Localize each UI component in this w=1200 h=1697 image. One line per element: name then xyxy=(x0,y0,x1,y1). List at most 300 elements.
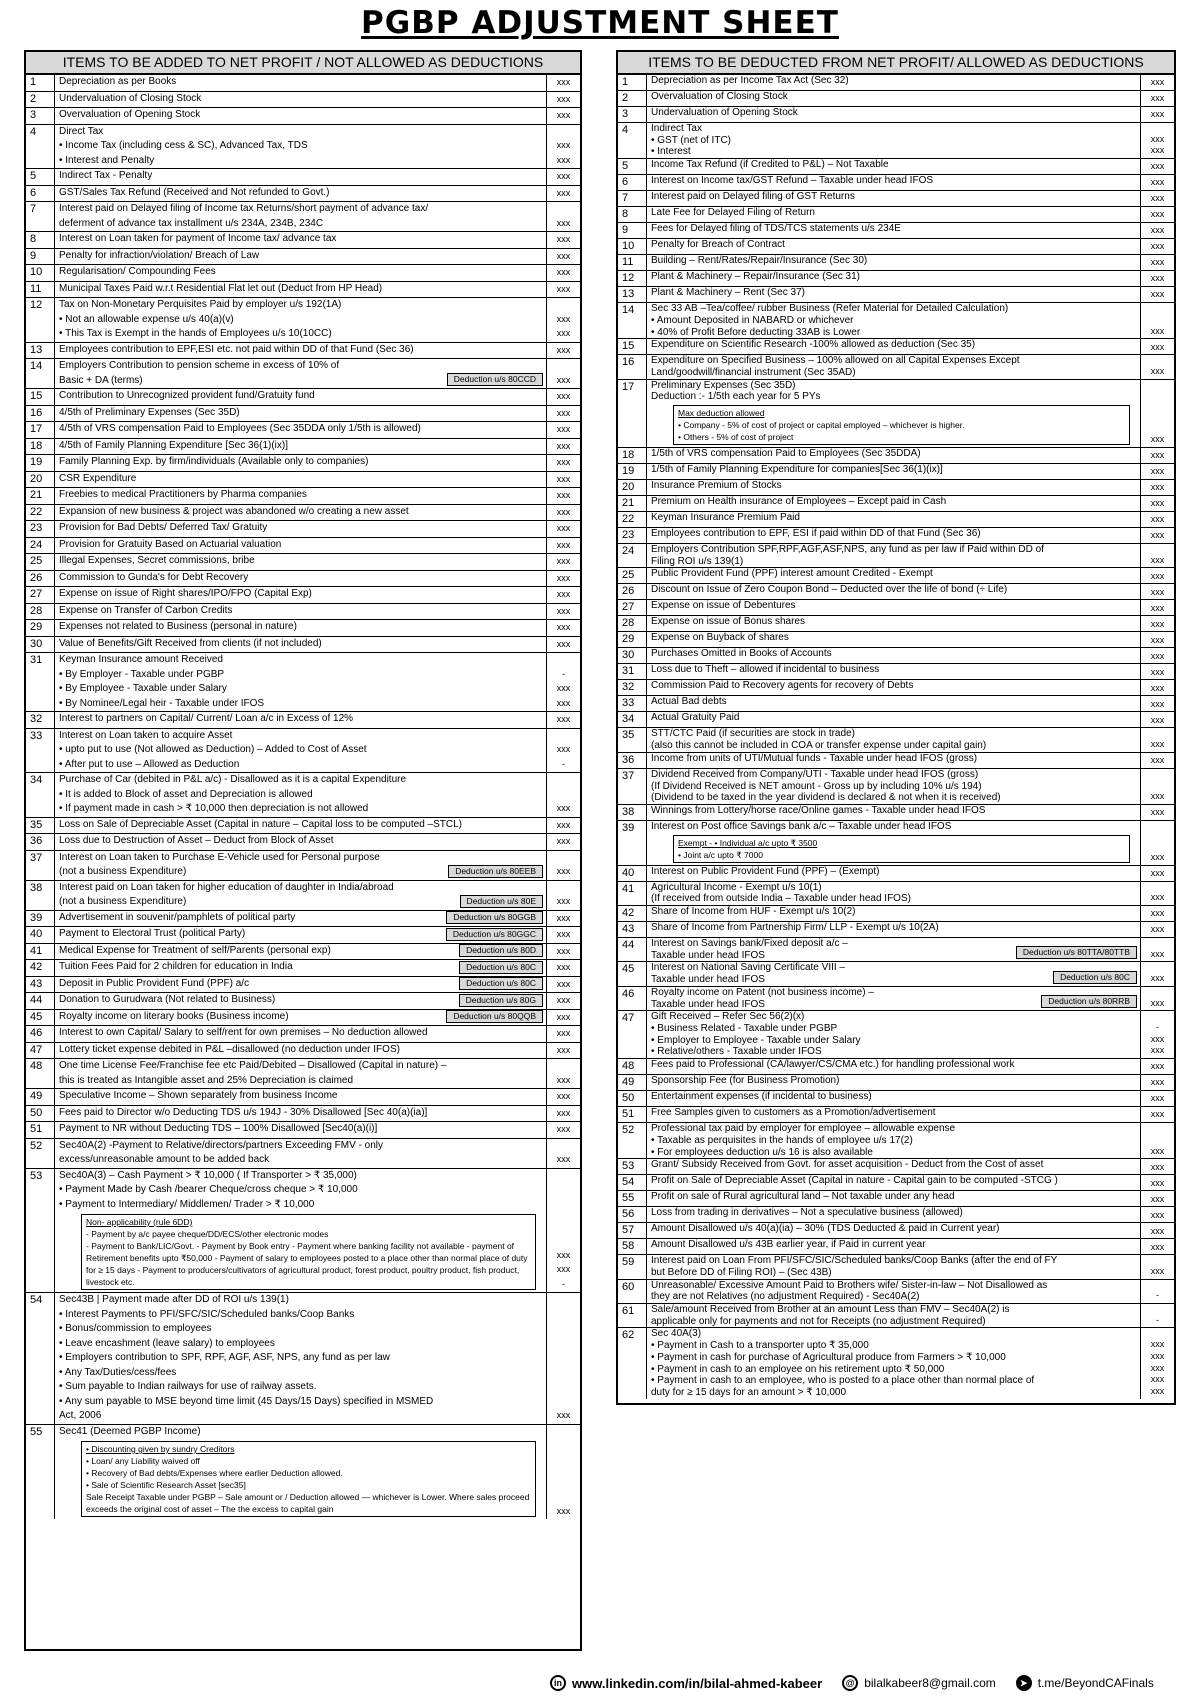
row-text xyxy=(647,512,1140,527)
row-line: • It is added to Block of asset and Depreciation is allowed xyxy=(59,788,313,800)
row-amount xyxy=(1140,271,1174,286)
note-line: • Company - 5% of cost of project or capital employed – whichever is higher. xyxy=(678,420,965,431)
row-number: 36 xyxy=(26,834,55,850)
row-line: Municipal Taxes Paid w.r.t Residential Flat let out (Deduct from HP Head) xyxy=(59,282,383,294)
row-line: Undervaluation of Closing Stock xyxy=(59,92,202,104)
table-row xyxy=(618,962,1174,986)
row-text xyxy=(55,712,546,728)
row-text xyxy=(647,882,1140,905)
row-line: Indirect Tax xyxy=(651,123,702,134)
table-row xyxy=(26,1169,580,1294)
row-amount xyxy=(1140,91,1174,106)
row-amount xyxy=(1140,648,1174,663)
row-line: Sec 33 AB –Tea/coffee/ rubber Business (Refer Material for Detailed Calculation) xyxy=(651,303,1009,315)
row-amount xyxy=(546,1026,580,1042)
amount-value: xxx xyxy=(1150,650,1165,661)
row-line: Premium on Health insurance of Employees – Except paid in Cash xyxy=(651,496,947,508)
amount-value: xxx xyxy=(556,250,571,261)
row-line: GST/Sales Tax Refund (Received and Not refunded to Govt.) xyxy=(59,186,330,198)
row-line: Expenses not related to Business (personal in nature) xyxy=(59,621,297,632)
row-text xyxy=(55,422,546,438)
amount-value: xxx xyxy=(1150,341,1165,352)
table-row xyxy=(618,528,1174,544)
amount-value: xxx xyxy=(556,819,571,830)
row-text xyxy=(647,866,1140,881)
amount-value: xxx xyxy=(556,1154,571,1164)
row-line: Act, 2006 xyxy=(59,1410,102,1421)
table-row xyxy=(618,680,1174,696)
row-number: 62 xyxy=(618,1328,647,1398)
row-line: • 40% of Profit Before deducting 33AB is Lower xyxy=(651,326,861,338)
row-amount xyxy=(1140,107,1174,122)
row-amount xyxy=(546,712,580,728)
table-row xyxy=(618,882,1174,906)
table-row xyxy=(26,587,580,604)
amount-value: xxx xyxy=(556,440,571,451)
row-line: Amount Disallowed u/s 40(a)(ia) – 30% (TDS Deducted & paid in Current year) xyxy=(651,1223,1000,1235)
table-row xyxy=(26,1059,580,1089)
row-line: Share of Income from Partnership Firm/ LLP - Exempt u/s 10(2A) xyxy=(651,922,939,934)
row-number: 10 xyxy=(26,265,55,281)
row-number: 54 xyxy=(618,1175,647,1190)
row-amount xyxy=(546,488,580,504)
row-amount xyxy=(546,604,580,620)
row-line: Value of Benefits/Gift Received from clients (if not included) xyxy=(59,637,322,649)
table-row xyxy=(26,422,580,439)
row-number: 41 xyxy=(26,944,55,960)
amount-value: xxx xyxy=(556,374,571,385)
row-text xyxy=(647,1328,1140,1398)
row-amount xyxy=(546,911,580,927)
row-line: Expense on issue of Bonus shares xyxy=(651,616,805,628)
added-items-panel xyxy=(24,50,582,1651)
amount-value: xxx xyxy=(1150,498,1165,509)
row-amount xyxy=(1140,962,1174,985)
row-amount xyxy=(1140,753,1174,768)
table-row xyxy=(26,1043,580,1060)
note-line: Exempt - • Individual a/c upto ₹ 3500 xyxy=(678,837,818,848)
row-text xyxy=(55,472,546,488)
row-text xyxy=(55,538,546,554)
email-link[interactable]: bilalkabeer8@gmail.com xyxy=(864,1676,996,1690)
table-row xyxy=(618,175,1174,191)
row-amount xyxy=(1140,1239,1174,1254)
row-line: (not a business Expenditure) xyxy=(59,866,187,877)
row-text xyxy=(647,906,1140,921)
amount-value: xxx xyxy=(556,744,571,754)
row-line: Interest to own Capital/ Salary to self/rent for own premises – No deduction allowed xyxy=(59,1027,428,1038)
row-text xyxy=(55,92,546,108)
row-number: 42 xyxy=(618,906,647,921)
row-number: 43 xyxy=(618,922,647,937)
amount-value: xxx xyxy=(1150,698,1165,709)
table-row xyxy=(618,207,1174,223)
table-row xyxy=(618,769,1174,805)
row-line: Provision for Gratuity Based on Actuarial valuation xyxy=(59,538,282,550)
row-number: 3 xyxy=(26,108,55,124)
row-line: Expense on Transfer of Carbon Credits xyxy=(59,604,233,616)
row-amount xyxy=(1140,1280,1174,1303)
amount-value: xxx xyxy=(1150,1350,1165,1361)
amount-value: xxx xyxy=(556,93,571,104)
amount-value: xxx xyxy=(1150,145,1165,156)
row-text xyxy=(647,496,1140,511)
row-text xyxy=(55,169,546,185)
row-number: 23 xyxy=(26,521,55,537)
row-line: • By Employee - Taxable under Salary xyxy=(59,683,227,694)
row-amount xyxy=(1140,480,1174,495)
row-line: • Amount Deposited in NABARD or whichever xyxy=(651,314,854,326)
row-line: Deposit in Public Provident Fund (PPF) a/c xyxy=(59,977,250,989)
amount-value: xxx xyxy=(1150,791,1165,802)
table-row xyxy=(26,538,580,555)
row-line: Expansion of new business & project was abandoned w/o creating a new asset xyxy=(59,505,409,517)
table-row xyxy=(618,922,1174,938)
deduction-tag: Deduction u/s 80C xyxy=(459,961,543,974)
row-number: 35 xyxy=(618,728,647,751)
table-row xyxy=(26,249,580,266)
row-amount xyxy=(546,232,580,248)
row-text xyxy=(55,75,546,91)
table-row xyxy=(618,753,1174,769)
row-line: Interest on National Saving Certificate VIII – xyxy=(651,962,845,974)
row-text xyxy=(647,922,1140,937)
row-line: 4/5th of Family Planning Expenditure [Sec 36(1)(ix)] xyxy=(59,439,288,451)
row-number: 38 xyxy=(26,881,55,910)
note-line: - Payment by a/c payee cheque/DD/ECS/other electronic modes xyxy=(86,1229,329,1239)
row-number: 52 xyxy=(618,1123,647,1158)
amount-value: xxx xyxy=(1150,325,1165,336)
table-row xyxy=(26,993,580,1010)
amount-value: - xyxy=(1156,1314,1159,1325)
row-text xyxy=(55,488,546,504)
table-row xyxy=(26,1139,580,1169)
row-text xyxy=(647,339,1140,354)
row-line: Plant & Machinery – Rent (Sec 37) xyxy=(651,287,805,299)
row-amount xyxy=(1140,223,1174,238)
row-text xyxy=(647,987,1140,1010)
row-line: this is treated as Intangible asset and 25% Depreciation is claimed xyxy=(59,1074,354,1086)
row-line: Depreciation as per Income Tax Act (Sec 32) xyxy=(651,75,849,86)
amount-value: xxx xyxy=(556,473,571,484)
row-line: (Dividend to be taxed in the year dividend is declared & not when it is received) xyxy=(651,792,1001,804)
row-line: Advertisement in souvenir/pamphlets of political party xyxy=(59,911,296,923)
amount-value: xxx xyxy=(1150,586,1165,597)
table-row xyxy=(26,554,580,571)
row-amount xyxy=(1140,544,1174,567)
row-number: 45 xyxy=(26,1010,55,1026)
row-text xyxy=(647,1304,1140,1327)
row-number: 29 xyxy=(618,632,647,647)
row-line: Entertainment expenses (if incidental to business) xyxy=(651,1091,872,1103)
row-line: • By Nominee/Legal heir - Taxable under IFOS xyxy=(59,697,265,709)
row-number: 27 xyxy=(26,587,55,603)
row-number: 20 xyxy=(26,472,55,488)
amount-value: xxx xyxy=(1150,1145,1165,1156)
row-text xyxy=(55,1043,546,1059)
amount-value: xxx xyxy=(1150,77,1165,88)
row-number: 11 xyxy=(618,255,647,270)
table-row xyxy=(618,544,1174,568)
row-line: deferment of advance tax installment u/s 234A, 234B, 234C xyxy=(59,217,324,229)
amount-value: xxx xyxy=(1150,867,1165,878)
row-line: Sec 40A(3) xyxy=(651,1328,702,1340)
amount-value: xxx xyxy=(556,683,571,693)
amount-value: xxx xyxy=(1150,1033,1165,1044)
row-line: Public Provident Fund (PPF) interest amount Credited - Exempt xyxy=(651,568,933,580)
row-line: Discount on Issue of Zero Coupon Bond – Deducted over the life of bond (÷ Life) xyxy=(651,584,1008,596)
amount-value: xxx xyxy=(1150,924,1165,935)
row-amount xyxy=(1140,987,1174,1010)
table-row xyxy=(618,1239,1174,1255)
row-text xyxy=(55,653,546,711)
row-number: 32 xyxy=(26,712,55,728)
row-number: 11 xyxy=(26,282,55,298)
row-line: Sale/amount Received from Brother at an amount Less than FMV – Sec40A(2) is xyxy=(651,1304,1010,1316)
row-number: 33 xyxy=(26,729,55,773)
row-number: 14 xyxy=(618,303,647,338)
amount-value: xxx xyxy=(1150,177,1165,188)
table-row xyxy=(26,359,580,389)
amount-value: xxx xyxy=(1150,257,1165,268)
row-amount xyxy=(546,92,580,108)
row-line: Interest on Public Provident Fund (PPF) – (Exempt) xyxy=(651,865,880,877)
row-amount xyxy=(1140,448,1174,463)
table-row xyxy=(26,343,580,360)
row-line: (If received from outside India – Taxable under head IFOS) xyxy=(651,893,911,905)
row-number: 60 xyxy=(618,1280,647,1303)
row-number: 16 xyxy=(618,355,647,378)
linkedin-icon: in xyxy=(550,1675,566,1691)
row-amount xyxy=(546,521,580,537)
row-amount xyxy=(1140,568,1174,583)
row-text xyxy=(647,962,1140,985)
row-line: Interest on Income tax/GST Refund – Taxable under head IFOS xyxy=(651,175,934,187)
row-text xyxy=(55,1059,546,1088)
row-line: Sec40A(2) -Payment to Relative/directors/partners Exceeding FMV - only xyxy=(59,1139,384,1151)
row-amount xyxy=(546,1089,580,1105)
row-line: Interest paid on Delayed filing of Income tax Returns/short payment of advance tax/ xyxy=(59,203,429,214)
row-text xyxy=(55,232,546,248)
amount-value: xxx xyxy=(1150,482,1165,493)
table-row xyxy=(26,1122,580,1139)
amount-value: - xyxy=(1156,1021,1159,1032)
row-text xyxy=(55,881,546,910)
row-number: 13 xyxy=(618,287,647,302)
amount-value: xxx xyxy=(1150,1374,1165,1385)
amount-value: xxx xyxy=(556,714,571,724)
row-text xyxy=(647,753,1140,768)
row-text xyxy=(647,207,1140,222)
row-amount xyxy=(1140,922,1174,937)
row-line: • Payment in Cash to a transporter upto ₹ 35,000 xyxy=(651,1340,869,1352)
linkedin-link[interactable]: www.linkedin.com/in/bilal-ahmed-kabeer xyxy=(572,1675,823,1691)
amount-value: xxx xyxy=(1150,133,1165,144)
row-amount xyxy=(1140,680,1174,695)
row-amount xyxy=(1140,1159,1174,1174)
amount-value: xxx xyxy=(556,424,571,434)
row-number: 30 xyxy=(26,637,55,653)
table-row xyxy=(26,637,580,654)
row-text xyxy=(55,571,546,587)
table-row xyxy=(26,125,580,170)
row-amount xyxy=(1140,696,1174,711)
row-number: 24 xyxy=(26,538,55,554)
row-amount xyxy=(1140,1328,1174,1398)
table-row xyxy=(618,464,1174,480)
row-line: Employees contribution to EPF, ESI if paid within DD of that Fund (Sec 36) xyxy=(651,528,981,540)
table-row xyxy=(26,604,580,621)
amount-value: xxx xyxy=(1150,1265,1165,1276)
row-line: (If Dividend Received is NET amount - Gross up by including 10% u/s 194) xyxy=(651,780,982,792)
amount-value: xxx xyxy=(556,539,571,550)
row-line: • Payment Made by Cash /bearer Cheque/cross cheque > ₹ 10,000 xyxy=(59,1184,358,1195)
row-amount xyxy=(1140,380,1174,447)
amount-value: xxx xyxy=(1150,892,1165,903)
row-number: 34 xyxy=(26,773,55,817)
row-line: Interest paid on Loan taken for higher education of daughter in India/abroad xyxy=(59,881,394,893)
row-number: 58 xyxy=(618,1239,647,1254)
amount-value: xxx xyxy=(556,283,571,294)
table-row xyxy=(26,712,580,729)
amount-value: xxx xyxy=(1150,161,1165,172)
row-line: Filing ROI u/s 139(1) xyxy=(651,555,744,567)
deduction-tag: Deduction u/s 80GGB xyxy=(446,911,543,924)
row-amount xyxy=(546,653,580,711)
row-text xyxy=(55,389,546,405)
row-number: 40 xyxy=(618,866,647,881)
row-amount xyxy=(1140,1304,1174,1327)
row-amount xyxy=(546,1106,580,1122)
row-number: 30 xyxy=(618,648,647,663)
row-text xyxy=(647,1159,1140,1174)
amount-value: xxx xyxy=(1150,973,1165,984)
row-number: 17 xyxy=(618,380,647,447)
row-line: Loss on Sale of Depreciable Asset (Capital in nature – Capital loss to be computed –STCL) xyxy=(59,818,462,830)
row-line: 4/5th of VRS compensation Paid to Employees (Sec 35DDA only 1/5th is allowed) xyxy=(59,423,421,434)
row-amount xyxy=(1140,287,1174,302)
row-amount xyxy=(546,960,580,976)
row-text xyxy=(647,1059,1140,1074)
table-row xyxy=(618,496,1174,512)
row-line: Agricultural Income - Exempt u/s 10(1) xyxy=(651,881,822,893)
row-number: 8 xyxy=(26,232,55,248)
row-number: 43 xyxy=(26,977,55,993)
table-row xyxy=(26,1026,580,1043)
row-text xyxy=(55,1139,546,1168)
row-number: 55 xyxy=(618,1191,647,1206)
deducted-items-panel xyxy=(616,50,1176,1405)
amount-value: xxx xyxy=(1150,273,1165,284)
table-row xyxy=(618,906,1174,922)
row-text xyxy=(55,554,546,570)
row-number: 39 xyxy=(26,911,55,927)
amount-value: xxx xyxy=(556,912,571,923)
row-line: Expenditure on Scientific Research -100% allowed as deduction (Sec 35) xyxy=(651,339,976,351)
table-row xyxy=(618,91,1174,107)
row-number: 12 xyxy=(26,298,55,342)
row-line: • By Employer - Taxable under PGBP xyxy=(59,668,225,680)
row-amount xyxy=(546,571,580,587)
row-amount xyxy=(1140,805,1174,820)
amount-value: xxx xyxy=(556,836,571,846)
row-line: Employers Contribution to pension scheme in excess of 10% of xyxy=(59,360,340,371)
row-amount xyxy=(546,472,580,488)
table-row xyxy=(618,480,1174,496)
row-line: Interest to partners on Capital/ Current/ Loan a/c in Excess of 12% xyxy=(59,713,354,724)
table-row xyxy=(26,169,580,186)
row-line: they are not Relatives (no adjustment Required) - Sec40A(2) xyxy=(651,1291,920,1303)
row-line: • Payment in cash for purchase of Agricultural produce from Farmers > ₹ 10,000 xyxy=(651,1351,1006,1363)
row-line: • Payment to Intermediary/ Middlemen/ Trader > ₹ 10,000 xyxy=(59,1198,315,1210)
row-line: Keyman Insurance Premium Paid xyxy=(651,512,800,524)
amount-value: xxx xyxy=(1150,618,1165,629)
row-text xyxy=(55,851,546,880)
row-text xyxy=(647,75,1140,90)
row-amount xyxy=(546,1293,580,1424)
row-number: 39 xyxy=(618,821,647,865)
row-text xyxy=(55,439,546,455)
row-line: • Interest and Penalty xyxy=(59,154,155,166)
row-line: Freebies to medical Practitioners by Pharma companies xyxy=(59,489,307,500)
row-line: One time License Fee/Franchise fee etc Paid/Debited – Disallowed (Capital in nature) – xyxy=(59,1060,447,1071)
row-number: 21 xyxy=(26,488,55,504)
row-line: Overvaluation of Closing Stock xyxy=(651,91,788,102)
row-number: 37 xyxy=(618,769,647,804)
amount-value: xxx xyxy=(1150,241,1165,252)
row-amount xyxy=(1140,339,1174,354)
row-text xyxy=(55,944,546,960)
row-amount xyxy=(546,282,580,298)
amount-value: xxx xyxy=(1150,666,1165,677)
row-line: Purchase of Car (debited in P&L a/c) - Disallowed as it is a capital Expenditure xyxy=(59,774,407,785)
amount-value: xxx xyxy=(556,622,571,632)
amount-value: xxx xyxy=(1150,1209,1165,1220)
row-text xyxy=(647,544,1140,567)
amount-value: xxx xyxy=(556,638,571,649)
amount-value: xxx xyxy=(556,1074,571,1085)
row-text xyxy=(647,821,1140,865)
row-text xyxy=(55,1293,546,1424)
row-amount xyxy=(546,944,580,960)
row-text xyxy=(55,202,546,231)
deduction-tag: Deduction u/s 80G xyxy=(459,994,543,1007)
row-number: 47 xyxy=(618,1011,647,1058)
row-number: 36 xyxy=(618,753,647,768)
amount-value: xxx xyxy=(556,929,571,939)
row-text xyxy=(647,1107,1140,1122)
table-row xyxy=(618,1011,1174,1059)
row-amount xyxy=(1140,123,1174,158)
row-amount xyxy=(1140,239,1174,254)
row-text xyxy=(647,91,1140,106)
row-line: Fees paid to Director w/o Deducting TDS u/s 194J - 30% Disallowed [Sec 40(a)(ia)] xyxy=(59,1106,428,1118)
telegram-link[interactable]: t.me/BeyondCAFinals xyxy=(1037,1676,1154,1690)
row-text xyxy=(55,282,546,298)
table-row xyxy=(26,265,580,282)
left-rows xyxy=(26,75,580,1519)
row-text xyxy=(647,648,1140,663)
row-line: Sec41 (Deemed PGBP Income) xyxy=(59,1425,201,1437)
table-row xyxy=(26,960,580,977)
row-line: duty for ≥ 15 days for an amount > ₹ 10,000 xyxy=(651,1386,847,1398)
note-line: Non- applicability (rule 6DD) xyxy=(86,1217,193,1227)
row-number: 47 xyxy=(26,1043,55,1059)
row-line: Purchases Omitted in Books of Accounts xyxy=(651,648,832,660)
row-line: STT/CTC Paid (if securities are stock in trade) xyxy=(651,728,855,740)
amount-value: xxx xyxy=(556,490,571,500)
row-number: 10 xyxy=(618,239,647,254)
